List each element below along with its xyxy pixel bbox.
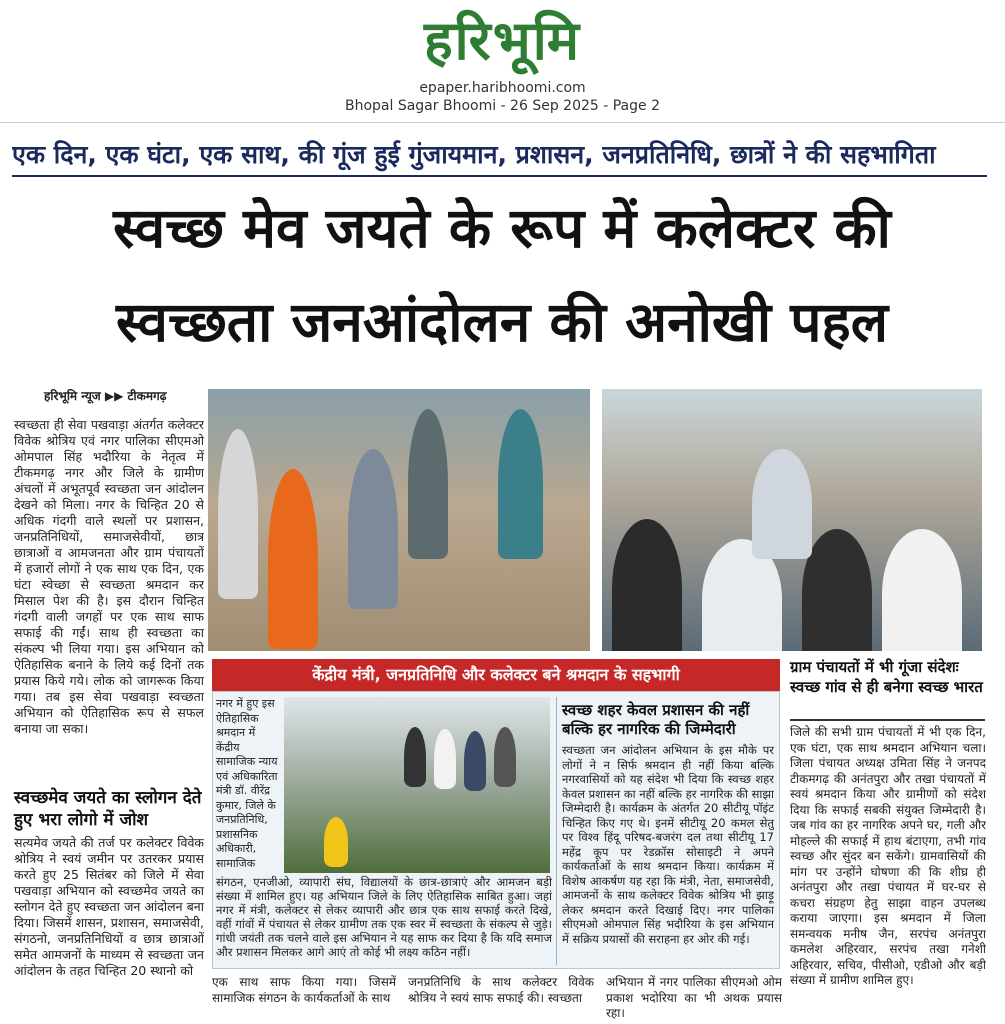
photo-drain-cleanup <box>284 697 550 873</box>
figure-person <box>802 529 872 651</box>
figure-person <box>498 409 543 559</box>
newspaper-page <box>0 122 1005 1024</box>
main-headline-line2: स्वच्छता जनआंदोलन की अनोखी पहल <box>115 290 888 354</box>
photo-cleanup-street <box>208 389 590 651</box>
feature-banner: केंद्रीय मंत्री, जनप्रतिनिधि और कलेक्टर बने श्रमदान के सहभागी <box>212 659 780 691</box>
main-headline-line1: स्वच्छ मेव जयते के रूप में कलेक्टर की <box>113 196 891 260</box>
bottom-column-1: एक साथ साफ किया गया। जिसमें सामाजिक संगठन के कार्यकर्ताओं के साथ <box>212 975 396 1005</box>
lead-paragraph-2: सत्यमेव जयते की तर्ज पर कलेक्टर विवेक श्रोत्रिय ने स्वयं जमीन पर उतरकर प्रयास करते हुए 25 सितंबर को जिले में सेवा पखवाड़ा अभियान को स्वच्छमेव जयते का स्लोगन देते हुए स्वच्छता जन आंदोलन बना दिया। जिसमें शासन, प्रशासन, समाजसेवी, संगठनो, जनप्रतिनिधियों व छात्र छात्राओं समेत आमजनों के माध्यम से स्वच्छता जन आंदोलन के तहत चिन्हित 20 स्थानो को <box>14 835 204 978</box>
figure-person <box>404 727 426 787</box>
figure-person <box>752 449 812 559</box>
edition-info: Bhopal Sagar Bhoomi - 26 Sep 2025 - Page 2 <box>344 98 660 114</box>
figure-person <box>882 529 962 651</box>
figure-person <box>494 727 516 787</box>
byline: हरिभूमि न्यूज ▶▶ टीकमगढ़ <box>44 389 167 403</box>
figure-person <box>434 729 456 789</box>
figure-person <box>324 817 348 867</box>
figure-person <box>218 429 258 599</box>
figure-person <box>464 731 486 791</box>
feature-side-text: नगर में हुए इस ऐतिहासिक श्रमदान में केंद्रीय सामाजिक न्याय एवं अधिकारिता मंत्री डॉ. वीरेंद्र कुमार, जिले के जनप्रतिनिधि, प्रशासनिक अधिकारी, सामाजिक <box>216 697 278 870</box>
feature-inner-text: स्वच्छता जन आंदोलन अभियान के इस मौके पर लोगों ने न सिर्फ श्रमदान ही नहीं किया बल्कि नगरवासियों को यह संदेश भी दिया कि स्वच्छ शहर केवल प्रशासन का नहीं बल्कि हर नागरिक की साझा जिम्मेदारी है। कार्यक्रम के अंतर्गत 20 सीटीयू पॉइंट चिन्हित किए गए थे। इनमें सीटीयू 20 कमल सेतु पर विश्व हिंदू परिषद-बजरंग दल तथा सीटीयू 17 महेंद्र कूप पर रेडक्रॉस सोसाइटी ने अपने कार्यकर्ताओं के साथ श्रमदान किया। कार्यक्रम में विशेष आकर्षण यह रहा कि मंत्री, नेता, समाजसेवी, आमजनों के साथ कलेक्टर विवेक श्रोत्रिय भी झाड़ू लेकर श्रमदान करते दिखाई दिए। नगर पालिका सीएमओ ओमपाल सिंह भदौरिया के इस अभियान में सक्रिय प्रयासों की सराहना हर ओर की गई। <box>562 743 774 946</box>
newspaper-logo[interactable]: हरिभूमि <box>424 9 581 72</box>
masthead <box>0 0 1005 122</box>
subheading: स्वच्छमेव जयते का स्लोगन देते हुए भरा लोगो में जोश <box>14 788 202 830</box>
figure-person <box>268 469 318 649</box>
kicker-rule <box>12 175 987 177</box>
figure-person <box>408 409 448 559</box>
bottom-column-2: जनप्रतिनिधि के साथ कलेक्टर विवेक श्रोत्रिय ने स्वयं साफ सफाई की। स्वच्छता <box>408 975 594 1005</box>
bottom-column-3: अभियान में नगर पालिका सीएमओ ओम प्रकाश भदोरिया का भी अथक प्रयास रहा। <box>606 975 782 1020</box>
figure-person <box>348 449 398 609</box>
feature-divider <box>556 697 557 965</box>
site-url[interactable]: epaper.haribhoomi.com <box>419 80 586 96</box>
figure-person <box>612 519 682 651</box>
kicker-headline: एक दिन, एक घंटा, एक साथ, की गूंज हुई गुंजायमान, प्रशासन, जनप्रतिनिधि, छात्रों ने की सहभागिता <box>12 140 936 169</box>
right-column-heading: ग्राम पंचायतों में भी गूंजा संदेशः स्वच्छ गांव से ही बनेगा स्वच्छ भारत <box>790 658 983 696</box>
right-column-rule <box>790 719 985 721</box>
lead-paragraph: स्वच्छता ही सेवा पखवाड़ा अंतर्गत कलेक्टर विवेक श्रोत्रिय एवं नगर पालिका सीएमओ ओमपाल सिंह भदौरिया के नेतृत्व में टीकमगढ़ नगर और जिले के ग्रामीण अंचलों में अभूतपूर्व स्वच्छता जन आंदोलन देखने को मिला। नगर के चिन्हित 20 से अधिक गंदगी वाले स्थलों पर प्रशासन, जनप्रतिनिधियों, समाजसेवीयों, छात्र छात्राओं व आमजनता और ग्राम पंचायतों में हजारों लोगों ने एक साथ एक दिन, एक घंटा स्वेच्छा से स्वच्छता श्रमदान कर मिसाल पेश की है। इस दौरान चिन्हित गंदगी वाली जगहों पर एक साथ साफ सफाई की गईं। साथ ही स्वच्छता का संकल्प भी लिया गया। इस अभियान को ऐतिहासिक बनाने के लिये कई दिनों तक प्रयास किये गये। लोक को जागरूक किया गया। तब इस सेवा पखवाड़ा स्वच्छता अभियान को ऐतिहासिक रूप से सफल बनाया जा सका। <box>14 417 204 736</box>
photo-officials-students <box>602 389 982 651</box>
feature-body-text: संगठन, एनजीओ, व्यापारी संघ, विद्यालयों के छात्र-छात्राएं और आमजन बड़ी संख्या में शामिल हुए। यह अभियान जिले के लिए ऐतिहासिक साबित हुआ। जहां नगर में मंत्री, कलेक्टर से लेकर व्यापारी और छात्र एक साथ सफाई करते दिखे, वहीं गांवों में पंचायत से लेकर ग्रामीण तक एक स्वर में स्वच्छता के संकल्प से जुड़े। गांधी जयंती तक चलने वाले इस अभियान ने यह साफ कर दिया है कि यदि समाज और प्रशासन मिलकर आगे आएं तो कोई भी लक्ष्य कठिन नहीं। <box>216 875 552 959</box>
feature-inner-heading: स्वच्छ शहर केवल प्रशासन की नहीं बल्कि हर नागरिक की जिम्मेदारी <box>562 701 750 738</box>
right-column-text: जिले की सभी ग्राम पंचायतों में भी एक दिन, एक घंटा, एक साथ श्रमदान अभियान चला। जिला पंचायत अध्यक्ष उमिता सिंह ने जनपद टीकमगढ़ की अनंतपुरा और तखा पंचायतों में स्वयं श्रमदान किया और ग्रामीणों को संदेश दिया कि सफाई सबकी संयुक्त जिम्मेदारी है। जब गांव का हर नागरिक अपने घर, गली और मोहल्ले की सफाई में हाथ बंटाएगा, तभी गांव स्वच्छ और सुंदर बन सकेंगे। ग्रामवासियों की मांग पर उन्होंने घोषणा की कि शीघ्र ही अनंतपुरा और तखा पंचायत में घर-घर से कचरा संग्रहण हेतु साझा वाहन उपलब्ध कराया जाएगा। इस श्रमदान में जिला समन्वयक मनीष जैन, सरपंच अनंतपुरा कमलेश अहिरवार, सरपंच तखा गनेशी अहिरवार, सचिव, पीसीओ, एडीओ और बड़ी संख्या में ग्रामीण शामिल हुए। <box>790 725 986 987</box>
